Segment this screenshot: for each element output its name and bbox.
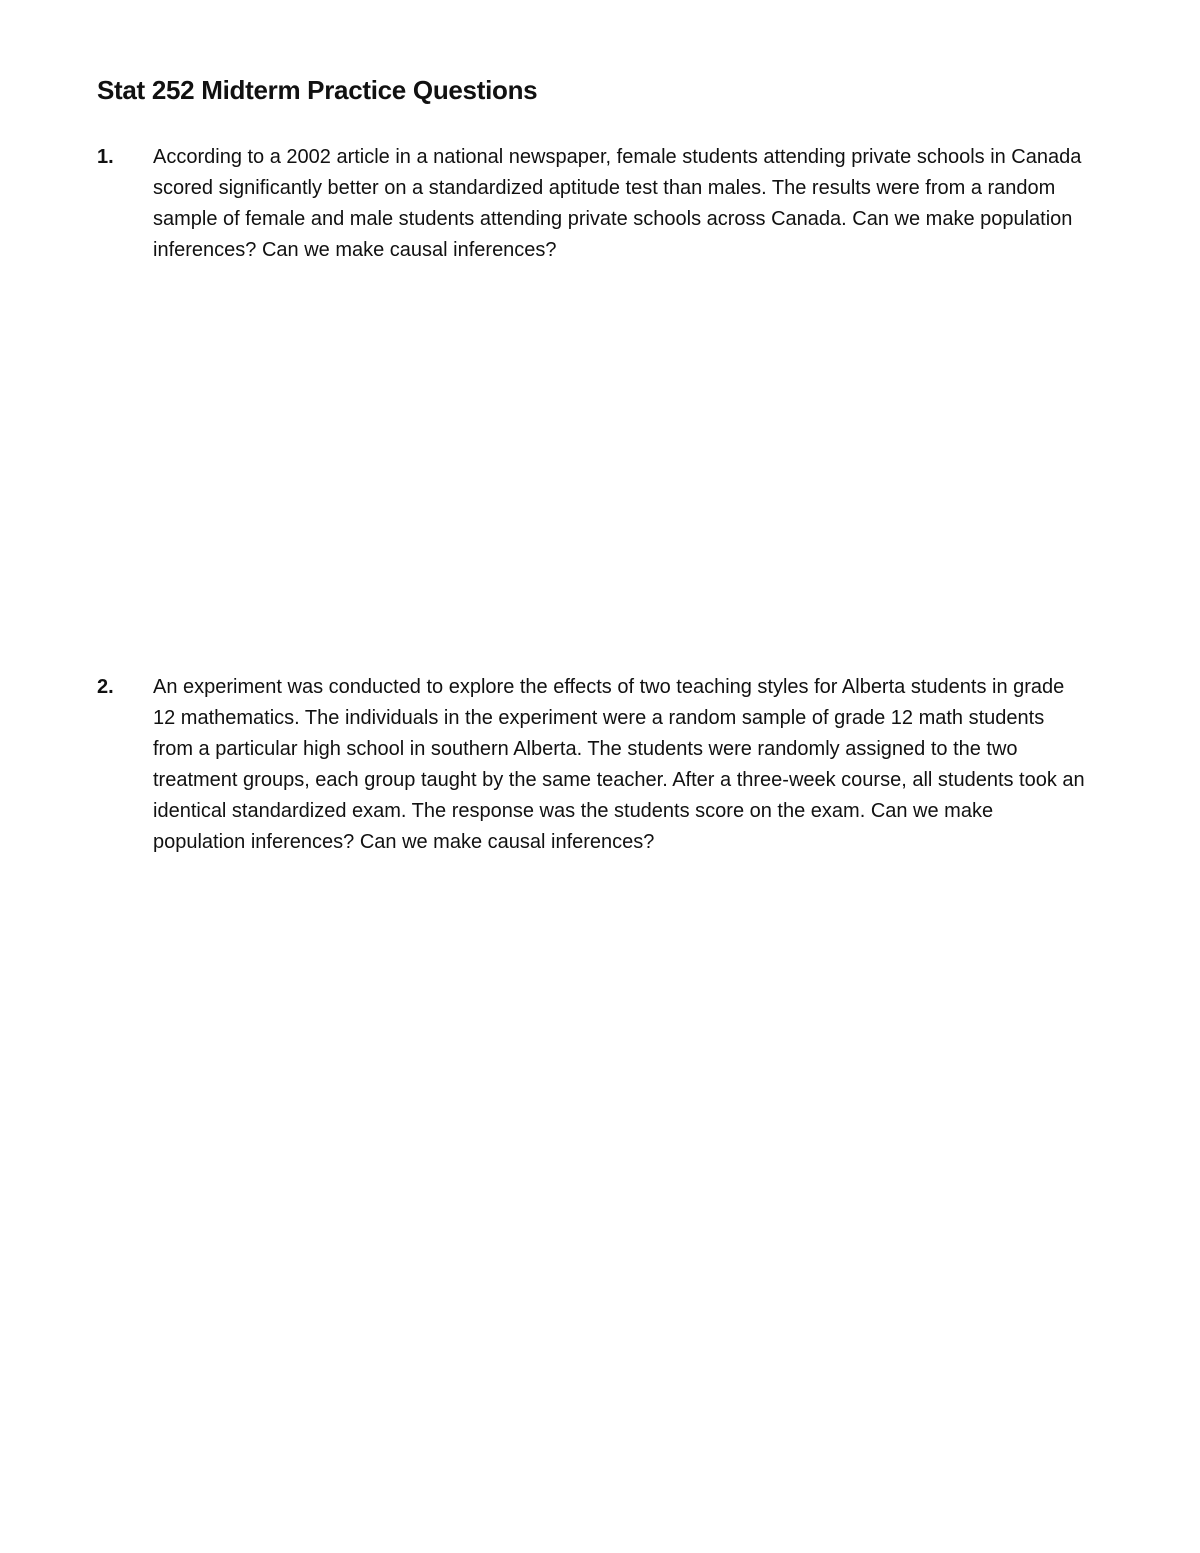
question-text: An experiment was conducted to explore the effects of two teaching styles for Alberta students in grade 12 mathematics. The individuals in the experiment were a random sample of grade 12 math students from a particular high school in southern Alberta. The students were randomly assigned to the two treatment groups, each group taught by the same teacher. After a three-week course, all students took an identical standardized exam. The response was the students score on the exam. Can we make population inferences? Can we make causal inferences?	[153, 676, 1085, 853]
question-text: According to a 2002 article in a national newspaper, female students attending private schools in Canada scored significantly better on a standardized aptitude test than males. The results were from a random sample of female and male students attending private schools across Canada. Can we make population inferences? Can we make causal inferences?	[153, 146, 1082, 261]
question-number: 2.	[97, 676, 114, 698]
question-number: 1.	[97, 146, 114, 168]
document-title: Stat 252 Midterm Practice Questions	[97, 75, 538, 105]
